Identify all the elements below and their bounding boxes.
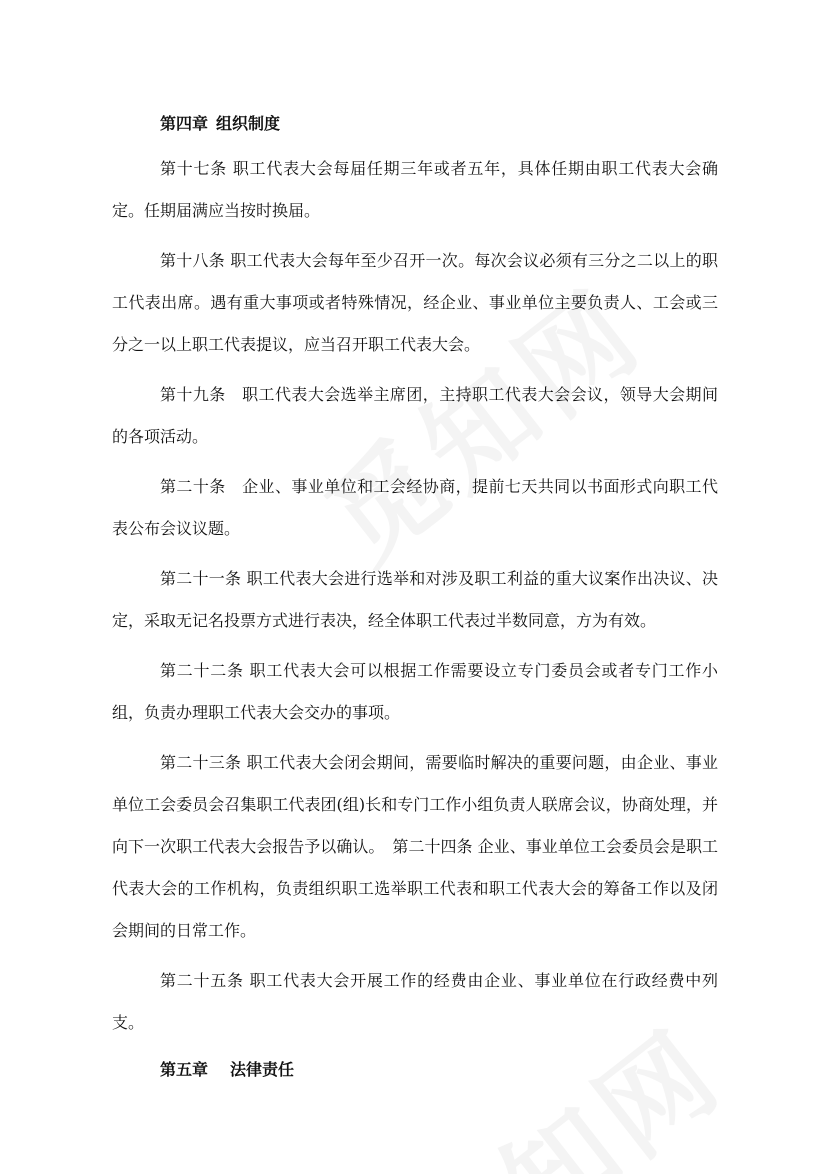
- article-25: 第二十五条 职工代表大会开展工作的经费由企业、事业单位在行政经费中列支。: [112, 971, 718, 1032]
- article-18: 第十八条 职工代表大会每年至少召开一次。每次会议必须有三分之二以上的职工代表出席。遇有重大事项或者特殊情况，经企业、事业单位主要负责人、工会或三分之一以上职工代表提议，应当召开职工代表大会。: [112, 251, 718, 354]
- chapter-number: 第五章: [160, 1060, 209, 1079]
- article-19: 第十九条 职工代表大会选举主席团，主持职工代表大会会议，领导大会期间的各项活动。: [112, 385, 718, 446]
- article-17: 第十七条 职工代表大会每届任期三年或者五年，具体任期由职工代表大会确定。任期届满应当按时换届。: [112, 159, 718, 220]
- chapter-title: 法律责任: [230, 1060, 295, 1079]
- chapter-heading: [112, 106, 718, 142]
- chapter-heading: [112, 1052, 718, 1088]
- article-20: 第二十条 企业、事业单位和工会经协商，提前七天共同以书面形式向职工代表公布会议议题。: [112, 477, 718, 538]
- article-22: 第二十二条 职工代表大会可以根据工作需要设立专门委员会或者专门工作小组，负责办理职工代表大会交办的事项。: [112, 661, 718, 722]
- chapter-number: 第四章: [160, 114, 209, 133]
- article-23-24: 第二十三条 职工代表大会闭会期间，需要临时解决的重要问题，由企业、事业单位工会委员会召集职工代表团(组)长和专门工作小组负责人联席会议，协商处理，并向下一次职工代表大会报告予以确认。 第二十四条 企业、事业单位工会委员会是职工代表大会的工作机构，负责组织职工选举职工代表和职工代表大会的筹备工作以及闭会期间的日常工作。: [112, 753, 718, 940]
- article-21: 第二十一条 职工代表大会进行选举和对涉及职工利益的重大议案作出决议、决定，采取无记名投票方式进行表决，经全体职工代表过半数同意，方为有效。: [112, 569, 718, 630]
- chapter-title: 组织制度: [216, 114, 281, 133]
- document-body: [112, 106, 718, 1094]
